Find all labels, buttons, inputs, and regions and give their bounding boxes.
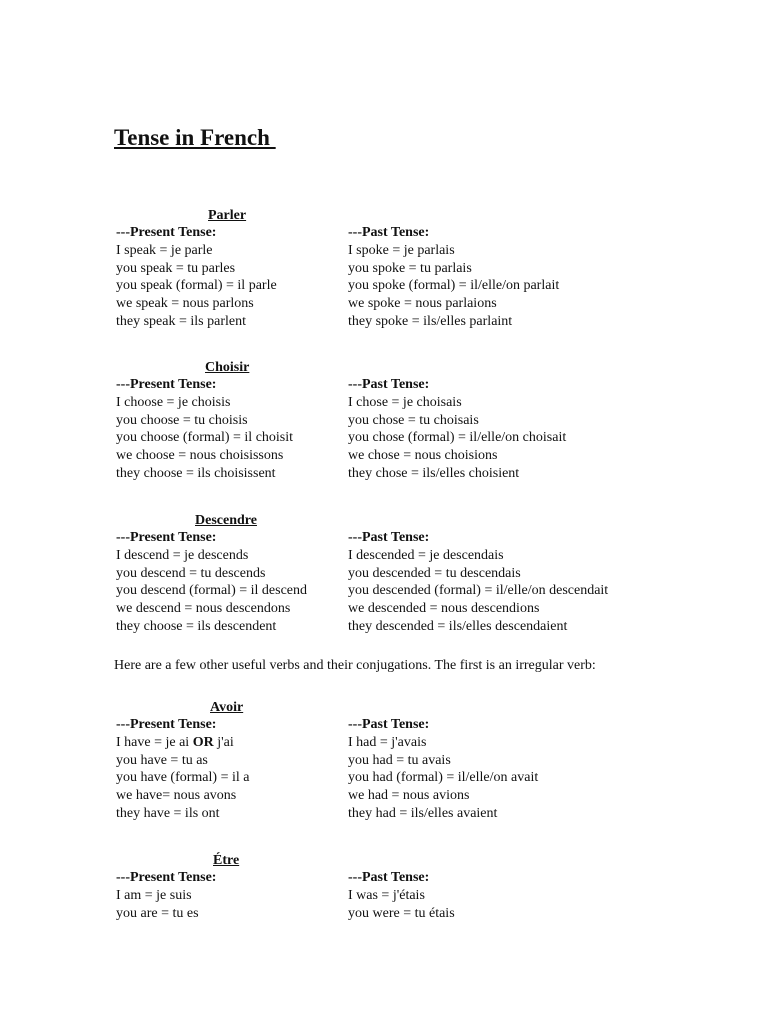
conjugation-line: I speak = je parle <box>116 242 213 258</box>
past-tense-heading: ---Past Tense: <box>348 870 430 885</box>
conjugation-line: you descend (formal) = il descend <box>116 583 307 599</box>
present-tense-column <box>116 869 216 922</box>
conjugation-line: you descended (formal) = il/elle/on descendait <box>348 583 609 599</box>
conjugation-line: I was = j'étais <box>348 887 425 903</box>
conjugation-line: you descended = tu descendais <box>348 565 521 581</box>
conjugation-line: you spoke = tu parlais <box>348 260 472 276</box>
conjugation-text: j'ai <box>213 734 234 750</box>
past-tense-heading: ---Past Tense: <box>348 530 430 545</box>
conjugation-line: they choose = ils descendent <box>116 618 277 634</box>
conjugation-line: we chose = nous choisions <box>348 448 498 464</box>
conjugation-line: they speak = ils parlent <box>116 313 246 329</box>
conjugation-line: you descend = tu descends <box>116 565 266 581</box>
verb-heading: Parler <box>208 208 247 223</box>
conjugation-line <box>116 734 249 752</box>
conjugation-line: we descend = nous descendons <box>116 601 291 617</box>
past-tense-heading: ---Past Tense: <box>348 717 430 732</box>
conjugation-line: you speak (formal) = il parle <box>116 278 277 294</box>
conjugation-line: you chose = tu choisais <box>348 412 479 428</box>
conjugation-line: I am = je suis <box>116 887 192 903</box>
conjugation-line: they had = ils/elles avaient <box>348 805 498 821</box>
verb-heading: Choisir <box>205 360 250 375</box>
conjugation-line: I choose = je choisis <box>116 394 231 410</box>
conjugation-line: we had = nous avions <box>348 788 470 804</box>
conjugation-line: you were = tu étais <box>348 905 455 921</box>
conjugation-line: we speak = nous parlons <box>116 296 254 312</box>
conjugation-line: they descended = ils/elles descendaient <box>348 618 568 634</box>
conjugation-line: they have = ils ont <box>116 805 220 821</box>
conjugation-line: we have= nous avons <box>116 788 237 804</box>
past-tense-column <box>348 869 455 922</box>
past-tense-heading: ---Past Tense: <box>348 377 430 392</box>
present-tense-column <box>116 716 249 823</box>
conjugation-line: they chose = ils/elles choisient <box>348 465 520 481</box>
verb-heading: Descendre <box>195 513 257 528</box>
conjugation-line: you have (formal) = il a <box>116 770 250 786</box>
page-title: Tense in French <box>114 125 276 150</box>
conjugation-line: they choose = ils choisissent <box>116 465 276 481</box>
conjugation-line: I had = j'avais <box>348 734 427 750</box>
present-tense-heading: ---Present Tense: <box>116 870 217 885</box>
conjugation-line: I chose = je choisais <box>348 394 462 410</box>
past-tense-column <box>348 529 608 636</box>
conjugation-line: you chose (formal) = il/elle/on choisait <box>348 430 567 446</box>
conjugation-line: you had = tu avais <box>348 752 451 768</box>
conjugation-text: I have = je ai <box>116 734 193 750</box>
present-tense-heading: ---Present Tense: <box>116 225 217 240</box>
present-tense-column <box>116 224 277 331</box>
intro-paragraph: Here are a few other useful verbs and their conjugations. The first is an irregular verb: <box>114 658 596 673</box>
past-tense-column <box>348 224 559 331</box>
past-tense-heading: ---Past Tense: <box>348 225 430 240</box>
conjugation-line: you have = tu as <box>116 752 208 768</box>
past-tense-column <box>348 376 566 483</box>
verb-heading: Étre <box>213 853 240 868</box>
conjugation-line: they spoke = ils/elles parlaint <box>348 313 513 329</box>
conjugation-line: you speak = tu parles <box>116 260 236 276</box>
past-tense-column <box>348 716 538 823</box>
present-tense-heading: ---Present Tense: <box>116 530 217 545</box>
conjugation-line: I spoke = je parlais <box>348 242 455 258</box>
conjugation-line: I descended = je descendais <box>348 547 504 563</box>
conjugation-line: you had (formal) = il/elle/on avait <box>348 770 539 786</box>
verb-heading: Avoir <box>210 700 244 715</box>
conjugation-line: you are = tu es <box>116 905 199 921</box>
present-tense-column <box>116 376 293 483</box>
conjugation-line: I descend = je descends <box>116 547 249 563</box>
conjugation-line: you choose = tu choisis <box>116 412 248 428</box>
conjugation-line: we spoke = nous parlaions <box>348 296 497 312</box>
present-tense-column <box>116 529 307 636</box>
or-emphasis: OR <box>192 734 214 750</box>
conjugation-line: we descended = nous descendions <box>348 601 540 617</box>
conjugation-line: we choose = nous choisissons <box>116 448 284 464</box>
present-tense-heading: ---Present Tense: <box>116 377 217 392</box>
conjugation-line: you choose (formal) = il choisit <box>116 430 294 446</box>
conjugation-line: you spoke (formal) = il/elle/on parlait <box>348 278 560 294</box>
present-tense-heading: ---Present Tense: <box>116 717 217 732</box>
